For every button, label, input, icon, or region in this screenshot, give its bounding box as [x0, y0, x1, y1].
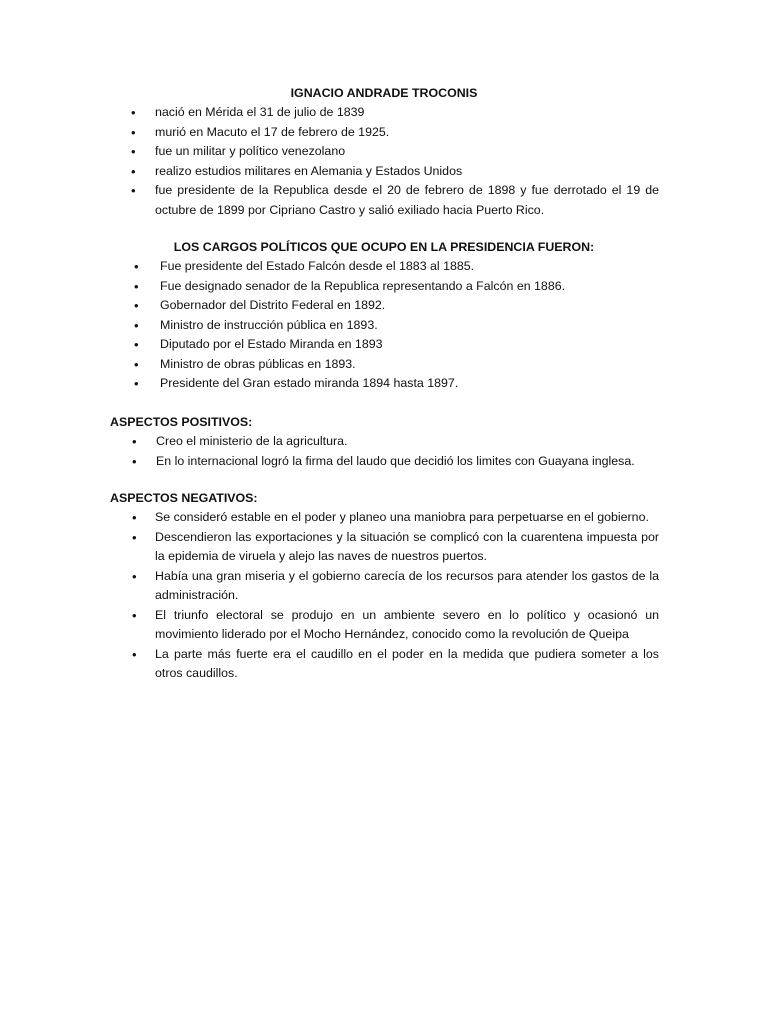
list-item	[132, 432, 660, 452]
list-item	[134, 374, 660, 394]
list-item-text: nació en Mérida el 31 de julio de 1839	[155, 105, 365, 119]
list-item-text: Fue presidente del Estado Falcón desde el 1883 al 1885.	[160, 259, 475, 273]
list-item	[132, 567, 659, 606]
list-item-text: Presidente del Gran estado miranda 1894 hasta 1897.	[160, 376, 459, 390]
bullet-icon: •	[134, 337, 139, 352]
list-item-text: realizo estudios militares en Alemania y Estados Unidos	[155, 163, 463, 178]
list-item	[132, 606, 659, 645]
list-item-text: La parte más fuerte era el caudillo en el poder en la medida que pudiera someter a los otros caudillos.	[155, 646, 659, 680]
list-item	[134, 296, 660, 316]
bullet-icon: •	[134, 259, 139, 274]
list-item	[134, 257, 660, 277]
bullet-icon: •	[131, 105, 136, 120]
bullet-icon: •	[131, 183, 136, 198]
list-item-text: Había una gran miseria y el gobierno carecía de los recursos para atender los gastos de la administración.	[155, 568, 659, 602]
cargos-heading: LOS CARGOS POLÍTICOS QUE OCUPO EN LA PRESIDENCIA FUERON:	[173, 240, 595, 254]
bullet-icon: •	[131, 163, 136, 179]
list-item-text: Se consideró estable en el poder y planeo una maniobra para perpetuarse en el gobierno.	[155, 510, 649, 524]
bullet-icon: •	[132, 646, 137, 662]
bullet-icon: •	[132, 434, 137, 449]
list-item-text: Creo el ministerio de la agricultura.	[156, 434, 348, 448]
list-item	[131, 123, 659, 143]
list-item	[132, 528, 659, 567]
bullet-icon: •	[134, 356, 139, 372]
list-item	[131, 162, 659, 182]
list-item-text: murió en Macuto el 17 de febrero de 1925.	[155, 124, 390, 139]
bullet-icon: •	[134, 278, 139, 294]
bullet-icon: •	[132, 568, 137, 584]
list-item-text: Ministro de instrucción pública en 1893.	[160, 317, 378, 332]
list-item-text: Diputado por el Estado Miranda en 1893	[160, 337, 383, 351]
document-title: IGNACIO ANDRADE TROCONIS	[290, 86, 478, 100]
list-item	[134, 316, 660, 336]
list-item-text: Gobernador del Distrito Federal en 1892.	[160, 298, 386, 312]
list-item-text: Fue designado senador de la Republica representando a Falcón en 1886.	[160, 278, 566, 293]
list-item-text: fue un militar y político venezolano	[155, 144, 346, 158]
list-item	[132, 645, 659, 684]
bullet-icon: •	[134, 376, 139, 391]
list-item-text: fue presidente de la Republica desde el 20 de febrero de 1898 y fue derrotado el 19 de octubre de 1899 por Cipriano Castro y salió exiliado hacia Puerto Rico.	[155, 183, 659, 217]
bullet-icon: •	[134, 298, 139, 313]
negativos-list	[132, 508, 659, 684]
list-item-text: Descendieron las exportaciones y la situación se complicó con la cuarentena impuesta por la epidemia de viruela y alejo las naves de nuestros puertos.	[155, 529, 659, 563]
list-item	[131, 181, 659, 220]
bullet-icon: •	[132, 607, 137, 623]
bio-list	[131, 103, 659, 220]
list-item	[131, 142, 659, 162]
list-item	[134, 335, 660, 355]
positivos-heading: ASPECTOS POSITIVOS:	[110, 415, 253, 429]
list-item	[132, 452, 660, 472]
list-item-text: Ministro de obras públicas en 1893.	[160, 356, 356, 371]
negativos-heading: ASPECTOS NEGATIVOS:	[110, 491, 258, 505]
bullet-icon: •	[131, 124, 136, 140]
bullet-icon: •	[132, 510, 137, 525]
list-item-text: En lo internacional logró la firma del laudo que decidió los limites con Guayana inglesa.	[156, 453, 635, 468]
bullet-icon: •	[131, 144, 136, 159]
list-item	[132, 508, 659, 528]
list-item	[131, 103, 659, 123]
bullet-icon: •	[132, 529, 137, 545]
list-item	[134, 277, 660, 297]
list-item	[134, 355, 660, 375]
cargos-list	[134, 257, 660, 394]
bullet-icon: •	[134, 317, 139, 333]
positivos-list	[132, 432, 660, 471]
bullet-icon: •	[132, 453, 137, 469]
list-item-text: El triunfo electoral se produjo en un ambiente severo en lo político y ocasionó un movimiento liderado por el Mocho Hernández, conocido como la revolución de Queipa	[155, 607, 659, 641]
